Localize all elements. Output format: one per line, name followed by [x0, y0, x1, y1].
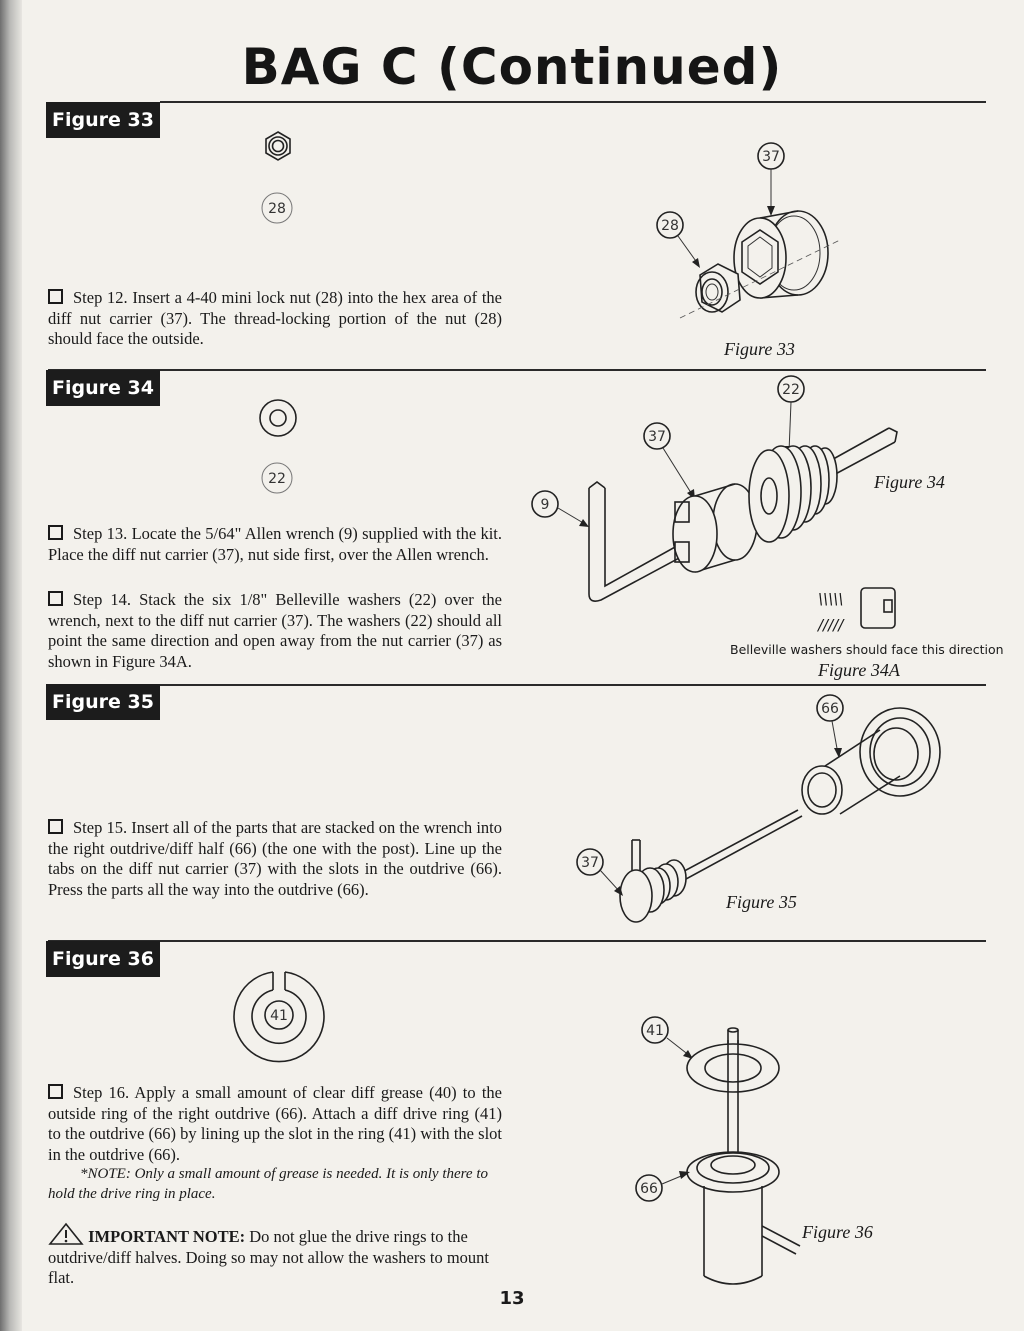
svg-text:37: 37 [581, 855, 599, 871]
step-16-checkbox[interactable] [48, 1084, 63, 1099]
figure-34-caption: Figure 34 [874, 472, 945, 492]
washer-icon [258, 398, 298, 438]
section-rule [160, 101, 986, 103]
callout-66 [817, 695, 843, 758]
figure-33-caption: Figure 33 [724, 339, 795, 359]
lock-nut-drawing [696, 264, 740, 312]
section-rule [48, 684, 986, 686]
figure-34a-caption: Figure 34A [818, 660, 900, 680]
step-13-checkbox[interactable] [48, 525, 63, 540]
svg-text:41: 41 [270, 1008, 288, 1024]
figure-35-caption: Figure 35 [726, 892, 797, 912]
stacked-parts-drawing [620, 860, 686, 922]
washer-direction-marks-bottom: ///// [818, 616, 844, 634]
callout-66 [636, 1171, 690, 1201]
drive-ring-drawing [687, 1040, 779, 1092]
page-title: BAG C (Continued) [241, 38, 783, 96]
figure-35-label: Figure 35 [46, 684, 160, 720]
figure-36-drawing [630, 1000, 830, 1290]
grease-note: *NOTE: Only a small amount of grease is needed. It is only there to hold the drive ring in place. [48, 1166, 489, 1202]
svg-text:66: 66 [821, 701, 839, 717]
step-16-text: Step 16. Apply a small amount of clear diff grease (40) to the outside ring of the right outdrive (66). Attach a diff drive ring (41) to the outdrive (66) by lining up the slot in the ring (41) with the slot in the outdrive (66). [48, 1083, 502, 1164]
drive-ring-icon [230, 968, 328, 1062]
svg-text:37: 37 [762, 149, 780, 165]
step-15-text: Step 15. Insert all of the parts that are stacked on the wrench into the right outdrive/diff half (66) (the one with the post). Line up the tabs on the diff nut carrier (37) with the slots in the outdrive (66). Press the parts all the way into the outdrive (66). [48, 818, 502, 899]
important-note [48, 1222, 504, 1289]
svg-text:9: 9 [540, 497, 550, 513]
important-note-text: Do not glue the drive rings to the outdrive/diff halves. Doing so may not allow the washers to mount flat. [48, 1227, 490, 1287]
outdrive-drawing [687, 1152, 800, 1284]
section-rule [48, 940, 986, 942]
figure-34-drawing [525, 372, 925, 612]
lock-nut-icon [262, 130, 294, 162]
step-14-text: Step 14. Stack the six 1/8" Belleville washers (22) over the wrench, next to the diff nut carrier (37). The washers (22) should all point the same direction and open away from the nut carrier (37) as shown in Figure 34A. [48, 590, 502, 671]
book-spine-shadow [0, 0, 22, 1331]
part-number-28-badge [260, 191, 294, 225]
callout-37 [758, 143, 784, 216]
figure-34-label: Figure 34 [46, 370, 160, 406]
svg-text:28: 28 [661, 218, 679, 234]
figure-36-caption: Figure 36 [802, 1222, 873, 1242]
callout-41 [642, 1017, 693, 1059]
nut-carrier-side-icon [858, 586, 898, 632]
outdrive-drawing [802, 708, 940, 814]
step-15-checkbox[interactable] [48, 819, 63, 834]
callout-9 [532, 491, 589, 527]
washer-direction-marks-top: \\\\\ [818, 590, 844, 608]
figure-33-drawing [640, 140, 860, 340]
step-13-text: Step 13. Locate the 5/64" Allen wrench (9) supplied with the kit. Place the diff nut carrier (37), nut side first, over the Allen wrench. [48, 524, 502, 564]
svg-text:22: 22 [268, 471, 286, 487]
callout-37 [577, 849, 623, 896]
step-14-checkbox[interactable] [48, 591, 63, 606]
callout-28 [657, 212, 700, 268]
svg-text:41: 41 [646, 1023, 664, 1039]
figure-33-label: Figure 33 [46, 102, 160, 138]
svg-text:37: 37 [648, 429, 666, 445]
figure-36-label: Figure 36 [46, 941, 160, 977]
svg-text:22: 22 [782, 382, 800, 398]
svg-text:28: 28 [268, 201, 286, 217]
warning-triangle-icon [48, 1222, 84, 1246]
diff-nut-carrier-drawing [673, 484, 757, 572]
belleville-washers-drawing [749, 446, 837, 542]
figure-34a-note: Belleville washers should face this direction [730, 642, 1004, 657]
callout-37 [644, 423, 695, 500]
part-number-22-badge [260, 461, 294, 495]
page-number: 13 [499, 1288, 525, 1309]
important-note-label: IMPORTANT NOTE: [88, 1227, 246, 1246]
step-12-checkbox[interactable] [48, 289, 63, 304]
svg-text:66: 66 [640, 1181, 658, 1197]
step-12-text: Step 12. Insert a 4-40 mini lock nut (28) into the hex area of the diff nut carrier (37). The thread-locking portion of the nut (28) should face the outside. [48, 288, 502, 348]
callout-22 [778, 376, 804, 456]
section-rule [48, 369, 986, 371]
